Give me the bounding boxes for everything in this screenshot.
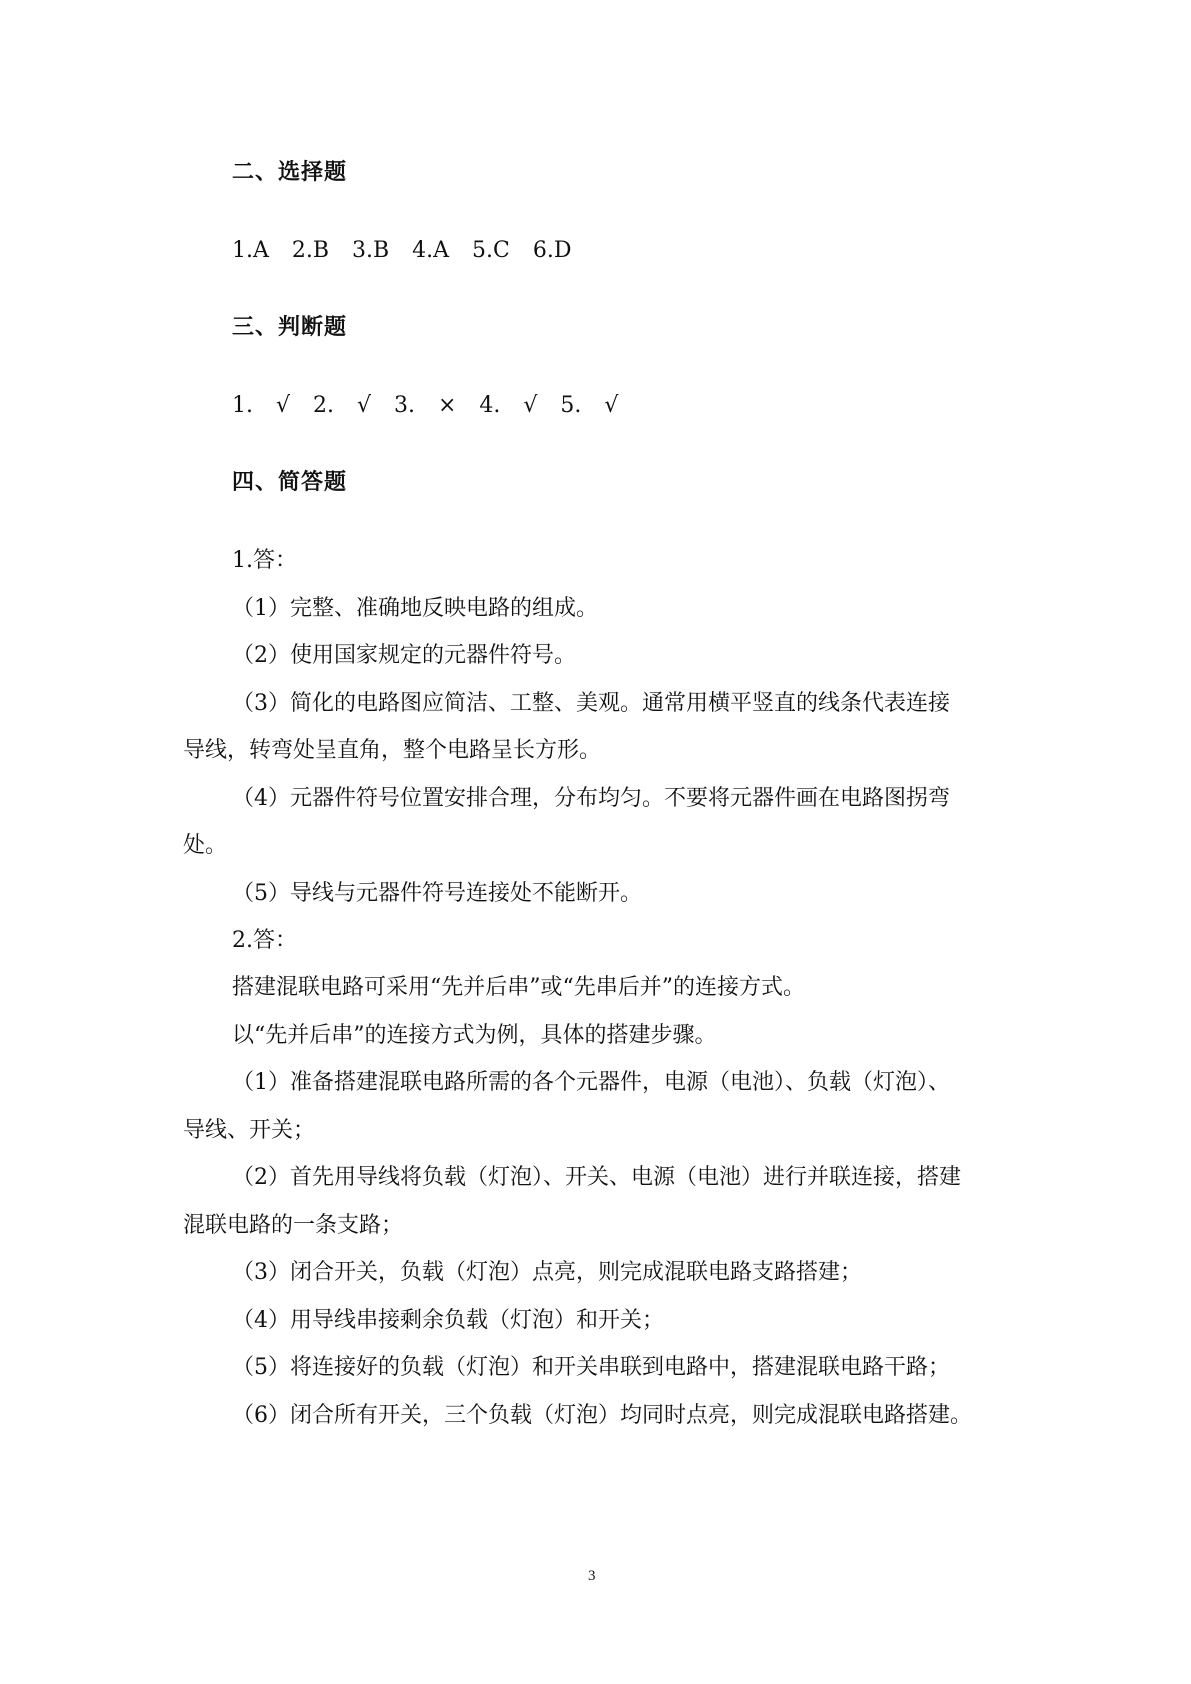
q1-line: 处。 [183,833,228,858]
q2-line: （1）准备搭建混联电路所需的各个元器件，电源（电池）、负载（灯泡）、 [232,1070,950,1095]
q1-line: （3）简化的电路图应简洁、工整、美观。通常用横平竖直的线条代表连接 [232,691,950,716]
section-heading-judgment: 三、判断题 [232,315,348,340]
q1-line: 导线，转弯处呈直角，整个电路呈长方形。 [183,738,602,763]
q2-line: 搭建混联电路可采用“先并后串”或“先串后并”的连接方式。 [232,975,805,1000]
q1-line: （1）完整、准确地反映电路的组成。 [232,596,598,621]
q1-line: （5）导线与元器件符号连接处不能断开。 [232,881,642,906]
question-1-label: 1.答： [232,548,297,573]
q1-line: （2）使用国家规定的元器件符号。 [232,643,576,668]
q1-line: （4）元器件符号位置安排合理，分布均匀。不要将元器件画在电路图拐弯 [232,786,950,811]
q2-line: （2）首先用导线将负载（灯泡）、开关、电源（电池）进行并联连接，搭建 [232,1165,961,1190]
q2-line: （6）闭合所有开关，三个负载（灯泡）均同时点亮，则完成混联电路搭建。 [232,1403,972,1428]
section-heading-short-answer: 四、简答题 [232,470,348,495]
page-number: 3 [588,1568,596,1584]
section-heading-choice: 二、选择题 [232,160,348,185]
q2-line: 混联电路的一条支路； [183,1213,404,1238]
q2-line: （4）用导线串接剩余负载（灯泡）和开关； [232,1308,664,1333]
q2-line: （5）将连接好的负载（灯泡）和开关串联到电路中，搭建混联电路干路； [232,1355,950,1380]
q2-line: （3）闭合开关，负载（灯泡）点亮，则完成混联电路支路搭建； [232,1260,862,1285]
q2-line: 导线、开关； [183,1118,316,1143]
judgment-answers: 1. √ 2. √ 3. × 4. √ 5. √ [232,393,619,418]
question-2-label: 2.答： [232,928,297,953]
q2-line: 以“先并后串”的连接方式为例，具体的搭建步骤。 [232,1023,717,1048]
choice-answers: 1.A 2.B 3.B 4.A 5.C 6.D [232,238,572,263]
